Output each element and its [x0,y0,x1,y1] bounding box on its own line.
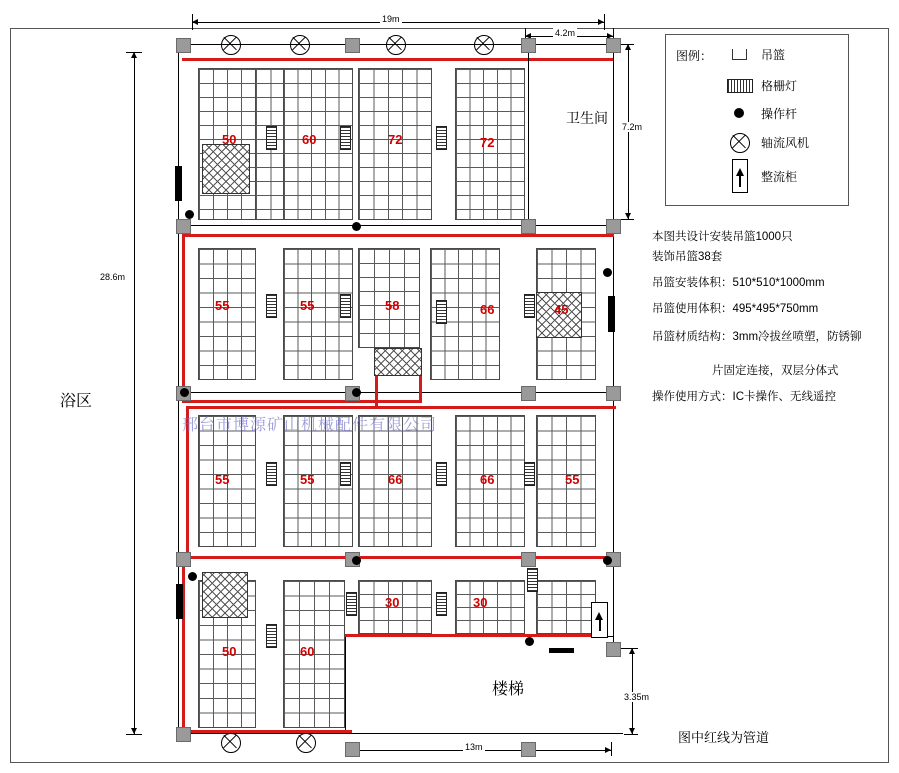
rectifier-stem [739,176,741,187]
column-pad [176,727,191,742]
dim-tick [620,44,634,45]
legend-box [665,34,849,206]
spec-line: 吊篮使用体积：495*495*750mm [652,303,819,315]
spec-line: 吊篮材质结构：3mm冷拔丝喷塑，防锈铆 [652,331,862,343]
dim-tick [624,734,638,735]
dim-label-3-35m: 3.35m [624,692,650,702]
dim-label-19m: 19m [382,14,400,24]
grille-lamp-icon [727,79,753,93]
column-pad [606,642,621,657]
basket-count: 66 [480,472,495,487]
dim-tick [126,52,142,53]
hatched-area [202,144,250,194]
basket-count: 50 [222,644,237,659]
grille-lamp-icon [340,294,351,318]
wall-sep-1 [178,225,614,226]
spec-line: 吊篮安装体积：510*510*1000mm [652,277,825,289]
wall-bottom [178,733,623,734]
grille-lamp-icon [436,592,447,616]
area-label-stair: 楼梯 [492,681,525,698]
operator-dot-icon [180,388,189,397]
spec-line: 操作使用方式：IC卡操作、无线遥控 [652,391,836,403]
pipe-left-vert [182,234,185,400]
column-pad [606,219,621,234]
legend-heading: 图例： [676,49,713,63]
column-pad [345,38,360,53]
legend-label-basket: 吊篮 [761,48,786,62]
spec-line: 片固定连接，双层分体式 [712,365,839,377]
dim-label-28-6m: 28.6m [100,272,126,282]
area-label-toilet: 卫生间 [566,110,608,126]
dim-br-line [632,648,633,734]
hatched-area [374,348,422,376]
grille-lamp-icon [524,294,535,318]
legend-label-fan: 轴流风机 [761,136,810,150]
axial-fan-icon [221,733,241,753]
grille-lamp-icon [524,462,535,486]
grille-lamp-icon [436,462,447,486]
dim-tick [126,734,142,735]
pipe-row2-top [182,234,614,237]
basket-count: 60 [300,644,315,659]
grille-lamp-icon [266,462,277,486]
basket-count: 50 [222,132,237,147]
axial-fan-icon [474,35,494,55]
basket-count: 72 [388,132,403,147]
column-pad [521,386,536,401]
column-pad [521,742,536,757]
wall-toilet-left [528,44,529,225]
area-label-bath: 浴区 [60,393,93,410]
axial-fan-icon [730,133,750,153]
pipe-bottom [182,730,352,733]
basket-count: 30 [385,595,400,610]
wall-fixture [549,648,574,653]
column-pad [521,219,536,234]
basket-count: 30 [473,595,488,610]
operator-dot-icon [734,108,744,118]
basket-count: 55 [300,298,315,313]
pipe-row3-bottom [182,556,614,559]
watermark: 邢台市博源矿山机械配件有限公司 [182,417,438,434]
dim-left-line [134,52,135,734]
legend-label-lamp: 格栅灯 [761,79,798,93]
pipe-row4-left [182,556,185,732]
hanging-basket-icon [732,49,747,60]
operator-dot-icon [603,268,612,277]
column-pad [176,219,191,234]
column-pad [345,742,360,757]
basket-count: 55 [565,472,580,487]
dim-tick [611,742,612,756]
basket-count: 55 [215,472,230,487]
grille-lamp-icon [266,624,277,648]
basket-grid [198,248,256,380]
spec-line: 本图共设计安装吊篮1000只 [652,231,793,243]
wall-stair-left [345,636,346,733]
dim-label-7-2m: 7.2m [622,122,643,132]
wall-fixture [608,296,615,332]
axial-fan-icon [386,35,406,55]
basket-count: 45 [554,302,569,317]
operator-dot-icon [185,210,194,219]
basket-grid [455,580,525,634]
operator-dot-icon [603,556,612,565]
basket-count: 60 [302,132,317,147]
spec-line: 装饰吊篮38套 [652,251,723,263]
wall-fixture [176,584,183,619]
basket-count: 55 [215,298,230,313]
wall-fixture [175,166,182,201]
operator-dot-icon [352,388,361,397]
column-pad [606,38,621,53]
column-pad [176,38,191,53]
dim-tick [192,14,193,30]
column-pad [521,38,536,53]
grille-lamp-icon [436,300,447,324]
axial-fan-icon [290,35,310,55]
operator-dot-icon [525,637,534,646]
wall-sep-2 [178,392,614,393]
dim-label-13m: 13m [465,742,483,752]
grille-lamp-icon [340,462,351,486]
operator-dot-icon [352,556,361,565]
rectifier-triangle [736,168,744,176]
pipe-top [182,58,614,61]
rectifier-triangle [595,612,603,620]
basket-grid [536,580,596,634]
column-pad [176,552,191,567]
hatched-area [202,572,248,618]
grille-lamp-icon [527,568,538,592]
dim-label-4-2m: 4.2m [555,28,576,38]
basket-count: 72 [480,135,495,150]
legend-label-operator: 操作杆 [761,107,798,121]
rectifier-cabinet-icon [732,159,748,193]
grille-lamp-icon [346,592,357,616]
rectifier-stem [599,620,601,631]
dim-tick [604,14,605,30]
axial-fan-icon [221,35,241,55]
grille-lamp-icon [340,126,351,150]
axial-fan-icon [296,733,316,753]
pipe-row3-top [186,406,616,409]
column-pad [606,386,621,401]
grille-lamp-icon [266,126,277,150]
legend-label-rectifier: 整流柜 [761,170,798,184]
dim-tick [620,219,634,220]
operator-dot-icon [188,572,197,581]
pipe-stair [345,634,600,637]
grille-lamp-icon [266,294,277,318]
pipe-row2-bottom [182,400,422,403]
basket-count: 55 [300,472,315,487]
basket-count: 66 [480,302,495,317]
bottom-note: 图中红线为管道 [678,730,770,745]
basket-count: 58 [385,298,400,313]
grille-lamp-icon [436,126,447,150]
rectifier-cabinet-icon [591,602,608,638]
basket-count: 66 [388,472,403,487]
column-pad [521,552,536,567]
operator-dot-icon [352,222,361,231]
